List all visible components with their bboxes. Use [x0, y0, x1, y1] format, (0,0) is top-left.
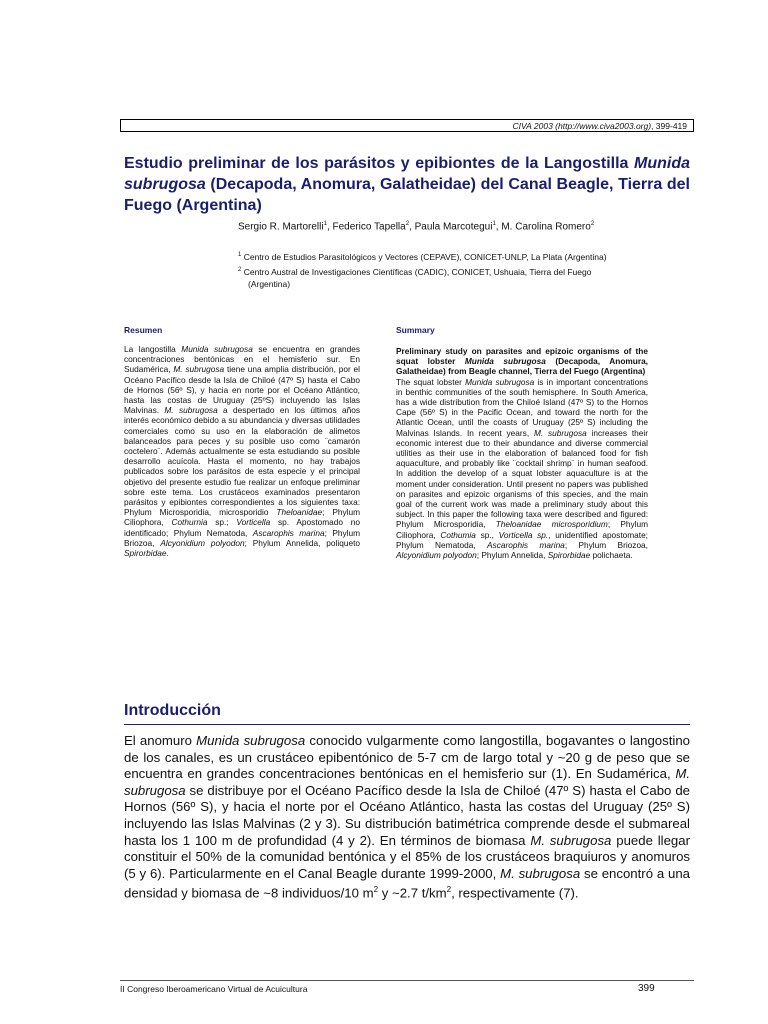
summary-heading: Summary	[396, 325, 435, 335]
author-4: M. Carolina Romero	[501, 221, 591, 233]
intro-paragraph: El anomuro Munida subrugosa conocido vulgarmente como langostilla, bogavantes o langostino de los canales, es un crustáceo epibentónico de 5-7 cm de largo total y ~20 g de peso que se encuentra en grandes concentraciones bentónicas en el hemisferio sur (1). En Sudamérica, M. subrugosa se distribuye por el Océano Pacífico desde la Isla de Chiloé (47º S) hasta el Cabo de Hornos (56º S), y hacia el norte por el Océano Atlántico, hasta las costas del Uruguay (25º S) incluyendo las Islas Malvinas (2 y 3). Su distribución batimétrica comprende desde el submareal hasta los 1 100 m de profundidad (4 y 2). En términos de biomasa M. subrugosa puede llegar constituir el 50% de la comunidad bentónica y el 85% de los crustáceos braquiuros y anomuros (5 y 6). Particularmente en el Canal Beagle durante 1999-2000, M. subrugosa se encontró a una densidad y biomasa de ~8 individuos/10 $m^2$ y ~2.7 $t/km^2$, respectivamente (7).	[124, 733, 690, 901]
author-list: Sergio R. Martorelli$^1$, Federico Tapella$^2$, Paula Marcotegui$^1$, M. Carolina Romero$^2$	[238, 221, 595, 233]
footer-conference: II Congreso Iberoamericano Virtual de Acuicultura	[120, 984, 308, 994]
affiliation-2	[238, 264, 690, 290]
affiliation-2-num: 2	[238, 267, 242, 273]
author-1-affil: 1	[323, 221, 327, 227]
affiliation-1-num: 1	[238, 252, 242, 258]
footer-divider	[120, 980, 694, 981]
citation-pages: , 399-419	[651, 121, 687, 131]
author-3-affil: 1	[492, 221, 496, 227]
paper-title	[124, 153, 690, 216]
author-1: Sergio R. Martorelli	[238, 221, 324, 233]
affiliation-2-text: Centro Austral de Investigaciones Científicas (CADIC), CONICET, Ushuaia, Tierra del Fuego	[243, 266, 592, 277]
author-2-affil: 2	[405, 221, 410, 227]
resumen-body: La langostilla Munida subrugosa se encuentra en grandes concentraciones bentónicas en el hemisferio sur. En Sudamérica, M. subrugosa tiene una amplia distribución, por el Océano Pacífico desde la Isla de Chiloé (47º S) hasta el Cabo de Hornos (56º S), y hacia en norte por el Océano Atlántico, hasta las costas de Uruguay (25ºS) incluyendo las Islas Malvinas. M. subrugosa a despertado en los últimos años interés económico debido a su abundancia y diversas utilidades comerciales como su uso en la elaboración de alimetos balanceados para peces y su posible uso como ¨camarón coctelero¨. Además actualmente se esta estudiando su posible desarrollo acuícola. Hasta el momento, no hay trabajos publicados sobre los parásitos de esta especie y el principal objetivo del presente estudio fue realizar un enfoque preliminar sobre este tema. Los crustáceos examinados presentaron parásitos y epibiontes correspondientes a los siguientes taxa: Phylum Microsporidia, microsporidio Theloanidae; Phylum Ciliophora, Cothurnia sp.; Vorticella sp. Apostomado no identificado; Phylum Nematoda, Ascarophis marina; Phylum Briozoa, Alcyonidium polyodon; Phylum Annelida, poliqueto Spirorbidae.	[124, 344, 361, 559]
resumen-heading: Resumen	[124, 325, 163, 335]
author-2: Federico Tapella	[332, 221, 406, 233]
affiliation-1-text: Centro de Estudios Parasitológicos y Vectores (CEPAVE), CONICET-UNLP, La Plata (Argentina)	[243, 251, 607, 262]
author-3: Paula Marcotegui	[414, 221, 493, 233]
citation-header	[120, 119, 694, 132]
title-part1: Estudio preliminar de los parásitos y epibiontes de la Langostilla	[124, 155, 634, 172]
intro-divider	[124, 724, 690, 725]
citation-source: CIVA 2003 (http://www.civa2003.org)	[512, 121, 652, 131]
intro-heading: Introducción	[124, 702, 221, 719]
title-part2: (Decapoda, Anomura, Galatheidae) del Canal Beagle, Tierra del Fuego (Argentina)	[124, 176, 690, 214]
affiliation-1	[238, 249, 690, 263]
author-4-affil: 2	[590, 221, 595, 227]
summary-body: Preliminary study on parasites and epizoic organisms of the squat lobster Munida subrugosa (Decapoda, Anomura, Galatheidae) from Beagle channel, Tierra del Fuego (Argentina) The squat lobster Munida subrugosa is in important concentrations in benthic communities of the south hemisphere. In South America, has a wide distribution from the Chiloé Island (47º S) to the Hornos Cape (56º S) in the Pacific Ocean, and toward the north for the Atlantic Ocean, until the coasts of Uruguay (25º S) including the Malvinas Islands. In recent years, M. subrugosa increases their economic interest due to their abundance and diverse commercial utilities as their use in the elaboration of balanced food for fish aquaculture, and probably like ¨cocktail shrimp¨ in human seafood. In addition the develop of a squat lobster aquaculture is at the moment under consideration. Until present no papers was published on parasites and epizoic organisms of this species, and the main goal of the current work was made a preliminary study about this subject. In this paper the following taxa were described and figured: Phylum Microsporidia, Theloanidae microsporidium; Phylum Ciliophora, Cothumia sp., Vorticella sp., unidentified apostomate; Phylum Nematoda, Ascarophis marina; Phylum Briozoa, Alcyonidium polyodon; Phylum Annelida, Spirorbidae polichaeta.	[396, 346, 648, 561]
affiliation-2-text-cont: (Argentina)	[248, 278, 291, 289]
page-number: 399	[638, 983, 655, 994]
title-species: Munida subrugosa	[124, 155, 690, 193]
